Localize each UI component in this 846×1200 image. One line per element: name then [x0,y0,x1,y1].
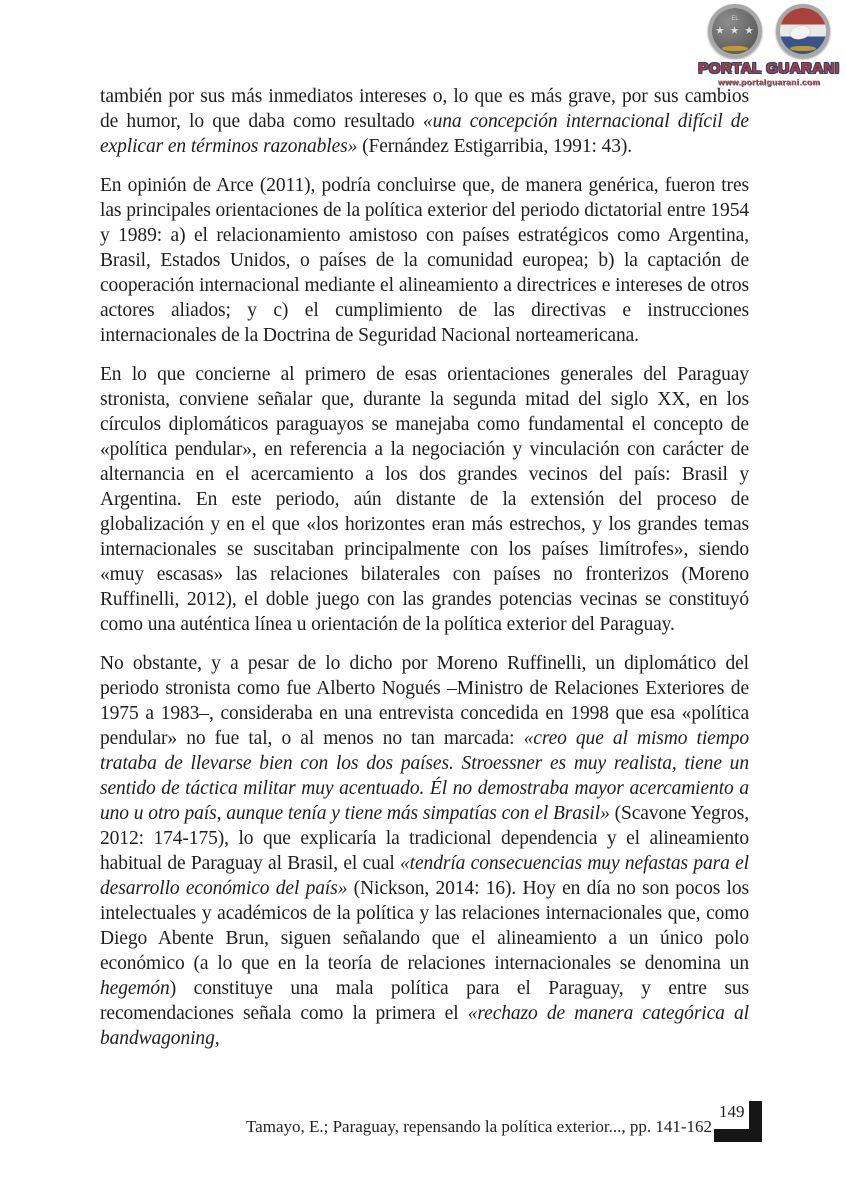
quoted-italic-text: «rechazo de manera categórica al bandwagoning, [100,1003,749,1049]
seal-flag-icon [776,4,830,58]
article-text [100,84,749,1065]
paraguay-map-icon [789,25,811,41]
body-text: (Scavone Yegros, 2012: 174-175), lo que explicaría la tradicional dependencia y el alineamiento habitual de Paraguay al Brasil, el cual [100,803,749,874]
paraguay-flag-face [780,8,826,54]
page-number: 149 [719,1102,745,1121]
portal-guarani-logo [693,4,845,87]
logo-website: www.portalguarani.com [717,77,821,87]
body-text: (Fernández Estigarribia, 1991: 43). [357,136,633,157]
page-number-block [714,1101,762,1142]
body-text: también por sus más inmediatos intereses o, lo que es más grave, por sus cambios de humor, lo que daba como resultado [100,86,749,132]
body-text: (Nickson, 2014: 16). Hoy en día no son pocos los intelectuales y académicos de la política y las relaciones internacionales que, como Diego Abente Brun, siguen señalando que el alineamiento a un único polo económico (a lo que en la teoría de relaciones internacionales se denomina un [100,878,749,974]
seal-stars-face [712,8,758,54]
paragraph [100,362,749,637]
seal-top-text: EL [731,16,739,22]
quoted-italic-text: «tendría consecuencias muy nefastas para el desarrollo económico del país» [100,853,749,899]
gold-band [790,46,816,51]
paragraph [100,84,749,159]
paragraph [100,173,749,348]
quoted-italic-text: «una concepción internacional difícil de explicar en términos razonables» [100,111,749,157]
body-text: En opinión de Arce (2011), podría concluirse que, de manera genérica, fueron tres las principales orientaciones de la política exterior del periodo dictatorial entre 1954 y 1989: a) el relacionamiento amistoso con países estratégicos como Argentina, Brasil, Estados Unidos, o países de la comunidad europea; b) la captación de cooperación internacional mediante el alineamiento a directrices e intereses de otros actores aliados; y c) el cumplimiento de las directivas e instrucciones internacionales de la Doctrina de Seguridad Nacional norteamericana. [100,175,749,346]
seal-stars-icon [708,4,762,58]
quoted-italic-text: «creo que al mismo tiempo trataba de llevarse bien con los dos países. Stroessner es muy realista, tiene un sentido de táctica militar muy acentuado. Él no demostraba mayor acercamiento a uno u otro país, aunque tenía y tiene más simpatías con el Brasil» [100,728,750,824]
paragraph [100,651,749,1051]
corner-mark-horizontal [714,1129,762,1142]
gold-band [722,46,748,51]
stars-icon: ★ ★ ★ [714,25,756,37]
body-text: En lo que concierne al primero de esas orientaciones generales del Paraguay stronista, conviene señalar que, durante la segunda mitad del siglo XX, en los círculos diplomáticos paraguayos se manejaba como fundamental el concepto de «política pendular», en referencia a la negociación y vinculación con carácter de alternancia en el acercamiento a los dos grandes vecinos del país: Brasil y Argentina. En este periodo, aún distante de la extensión del proceso de globalización y en el que «los horizontes eran más estrechos, y los grandes temas internacionales se suscitaban principalmente con los países limítrofes», siendo «muy escasas» las relaciones bilaterales con países no fronterizos (Moreno Ruffinelli, 2012), el doble juego con las grandes potencias vecinas se constituyó como una auténtica línea u orientación de la política exterior del Paraguay. [100,364,749,635]
footer-citation: Tamayo, E.; Paraguay, repensando la política exterior..., pp. 141-162 [245,1117,712,1136]
logo-title: PORTAL GUARANI [698,60,840,77]
quoted-italic-text: hegemón [100,978,170,999]
body-text: No obstante, y a pesar de lo dicho por Moreno Ruffinelli, un diplomático del periodo stronista como fue Alberto Nogués –Ministro de Relaciones Exteriores de 1975 a 1983–, consideraba en una entrevista concedida en 1998 que esa «política pendular» no fue tal, o al menos no tan marcada: [100,653,749,749]
logo-seals [708,4,830,58]
body-text: ) constituye una mala política para el Paraguay, y entre sus recomendaciones señala como la primera el [100,978,749,1024]
